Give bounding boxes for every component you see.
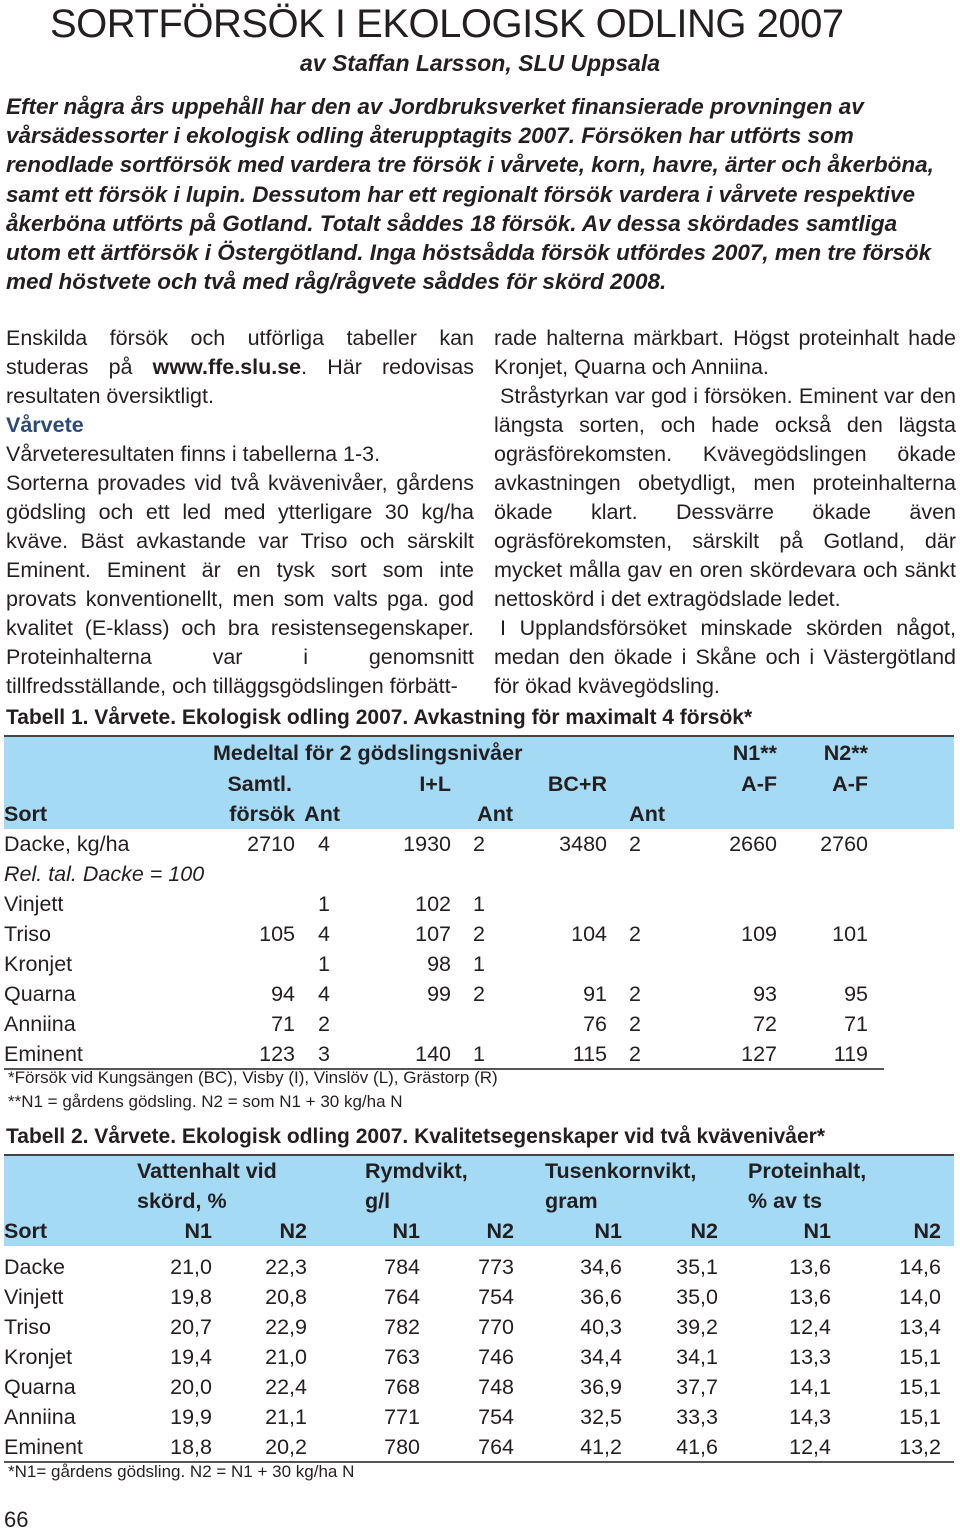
- table-cell: [607, 859, 669, 889]
- table-cell: [295, 859, 358, 889]
- table-cell: [513, 949, 607, 979]
- table-row: [4, 949, 954, 979]
- table-cell: 14,3: [789, 1405, 831, 1429]
- table-cell-sort: Kronjet: [4, 1345, 73, 1369]
- table-cell: 1: [473, 892, 485, 916]
- table-cell: 782: [384, 1315, 420, 1339]
- table-cell: 764: [478, 1435, 514, 1459]
- table-row: [4, 979, 954, 1009]
- table2-group-header: Rymdvikt,: [365, 1159, 468, 1183]
- section-heading: Vårvete: [6, 413, 84, 437]
- table-cell: 99: [427, 982, 451, 1006]
- table-cell: 101: [832, 922, 868, 946]
- website-link[interactable]: www.ffe.slu.se: [152, 355, 302, 379]
- table-cell: 22,4: [265, 1375, 307, 1399]
- table-cell: 109: [741, 922, 777, 946]
- table-cell: [170, 889, 295, 919]
- table1-header-ant: Ant: [629, 802, 665, 826]
- table-cell: 93: [753, 982, 777, 1006]
- table-cell: 4: [318, 922, 330, 946]
- table-cell: 107: [415, 922, 451, 946]
- body-paragraph: Enskilda försök och utförliga tabeller kan studeras på www.ffe.slu.se. Här redovisas resultaten översiktligt.: [6, 326, 474, 408]
- body-paragraph: Stråstyrkan var god i försöken. Eminent var den längsta sorten, och hade också den lägsta ogräsförekomsten. Kvävegödslingen ökade avkastningen obetydligt, men proteinhalterna ökade klart. Dessvärre ökade även ogräsförekomsten, särskilt på Gotland, där mycket målla gav en oren skördevara och sänkt nettoskörd i det extragödslade ledet.: [494, 384, 956, 611]
- table-cell: 2710: [247, 832, 295, 856]
- table-cell-sort: Quarna: [4, 1375, 76, 1399]
- table-cell: 2: [629, 982, 641, 1006]
- table2-header-n2: N2: [279, 1219, 307, 1243]
- table-cell: 13,6: [789, 1285, 831, 1309]
- table-cell: 36,6: [580, 1285, 622, 1309]
- table-cell: 41,2: [580, 1435, 622, 1459]
- table-cell: 20,7: [170, 1315, 212, 1339]
- table-row: [4, 1432, 954, 1462]
- table-cell: 746: [478, 1345, 514, 1369]
- table-cell: 1: [318, 892, 330, 916]
- table-cell: [451, 859, 513, 889]
- table1-header-samtl: Samtl.: [227, 772, 292, 796]
- table-cell: [451, 1009, 513, 1039]
- table-cell: 72: [753, 1012, 777, 1036]
- table-cell: 94: [271, 982, 295, 1006]
- table2-group-header: Tusenkornvikt,: [545, 1159, 697, 1183]
- table-cell: 71: [271, 1012, 295, 1036]
- table-cell: 119: [833, 1042, 868, 1066]
- table-cell: 1: [473, 1042, 485, 1066]
- table2-header-n1: N1: [803, 1219, 831, 1243]
- table1-header-af2: A-F: [832, 772, 868, 796]
- table-cell: 35,0: [676, 1285, 718, 1309]
- table-cell: 21,1: [265, 1405, 307, 1429]
- table2-header-sort: Sort: [4, 1219, 47, 1243]
- table2-caption: Tabell 2. Vårvete. Ekologisk odling 2007. Kvalitetsegenskaper vid två kvävenivåer*: [6, 1125, 825, 1148]
- table-cell: [513, 859, 607, 889]
- table-cell: [669, 949, 777, 979]
- table-cell: 3480: [559, 832, 607, 856]
- table-cell: 13,6: [789, 1255, 831, 1279]
- table-cell: 2760: [820, 832, 868, 856]
- table1-header-il: I+L: [419, 772, 451, 796]
- table-cell: [777, 949, 868, 979]
- table-cell-sort: Eminent: [4, 1042, 83, 1066]
- table-cell: 21,0: [265, 1345, 307, 1369]
- table2-header-n1: N1: [184, 1219, 212, 1243]
- table-cell: 20,0: [170, 1375, 212, 1399]
- table-cell: 104: [571, 922, 607, 946]
- table-cell: 37,7: [676, 1375, 718, 1399]
- table2-header-n2: N2: [690, 1219, 718, 1243]
- table-cell: 20,2: [265, 1435, 307, 1459]
- table-cell: 39,2: [676, 1315, 718, 1339]
- table-cell: [358, 1009, 451, 1039]
- table2: [4, 1156, 954, 1462]
- table1-header-ant: Ant: [304, 802, 340, 826]
- table-cell: [777, 889, 868, 919]
- body-column-left: [6, 324, 474, 701]
- table-cell: 2: [473, 832, 485, 856]
- table2-group-header: gram: [545, 1189, 598, 1213]
- table-cell: 98: [427, 952, 451, 976]
- table-cell-sort: Kronjet: [4, 952, 73, 976]
- table-cell: 21,0: [170, 1255, 212, 1279]
- table-cell-sort: Anniina: [4, 1012, 76, 1036]
- body-column-right: [494, 324, 956, 701]
- intro-paragraph: Efter några års uppehåll har den av Jordbruksverket finansierade provningen av vårsädessorter i ekologisk odling återupptagits 2007. Försöken har utförts som renodlade sortförsök med vardera tre försök i vårvete, korn, havre, ärter och åkerböna, samt ett försök i lupin. Dessutom har ett regionalt försök vardera i vårvete respektive åkerböna utförts på Gotland. Totalt såddes 18 försök. Av dessa skördades samtliga utom ett ärtförsök i Östergötland. Inga höstsådda försök utfördes 2007, men tre försök med höstvete och två med råg/rågvete såddes för skörd 2008.: [6, 94, 934, 295]
- table-cell: 770: [478, 1315, 514, 1339]
- table-cell: 13,4: [899, 1315, 941, 1339]
- table-cell-sort: Dacke, kg/ha: [4, 832, 130, 856]
- table-cell: 36,9: [580, 1375, 622, 1399]
- table-cell-sort: Dacke: [4, 1255, 65, 1279]
- table-row: [4, 859, 954, 889]
- table-cell: 763: [384, 1345, 420, 1369]
- table-cell: 754: [478, 1405, 514, 1429]
- table-cell: 15,1: [899, 1375, 941, 1399]
- article-author: av Staffan Larsson, SLU Uppsala: [299, 50, 660, 76]
- table-cell-sort: Triso: [4, 1315, 51, 1339]
- table2-footnote: *N1= gårdens gödsling. N2 = N1 + 30 kg/ha N: [8, 1462, 355, 1481]
- body-paragraph: I Upplandsförsöket minskade skörden något, medan den ökade i Skåne och i Västergötland för ökad kvävegödsling.: [494, 616, 956, 698]
- table-cell: 2660: [729, 832, 777, 856]
- table1-footnote: *Försök vid Kungsängen (BC), Visby (I), Vinslöv (L), Grästorp (R): [8, 1068, 498, 1087]
- table-cell: [358, 859, 451, 889]
- table-cell: 12,4: [789, 1435, 831, 1459]
- table-cell: 35,1: [676, 1255, 718, 1279]
- table-cell: 105: [259, 922, 295, 946]
- table2-group-header: skörd, %: [137, 1189, 227, 1213]
- table-cell: 40,3: [580, 1315, 622, 1339]
- table-cell: 34,6: [580, 1255, 622, 1279]
- table-row: [4, 829, 954, 859]
- body-paragraph: rade halterna märkbart. Högst proteinhalt hade Kronjet, Quarna och Anniina.: [494, 326, 956, 379]
- table-cell: 41,6: [676, 1435, 718, 1459]
- table-cell: 2: [629, 922, 641, 946]
- table-cell: 748: [478, 1375, 514, 1399]
- table-cell-sort: Rel. tal. Dacke = 100: [4, 862, 205, 886]
- table1: [4, 737, 954, 1069]
- table-cell: 14,6: [899, 1255, 941, 1279]
- table-cell-sort: Vinjett: [4, 1285, 64, 1309]
- table1-header-bcr: BC+R: [547, 772, 607, 796]
- table-cell: 1930: [403, 832, 451, 856]
- page-number: 66: [4, 1507, 29, 1532]
- table-cell: 15,1: [899, 1405, 941, 1429]
- table-cell: 115: [572, 1042, 607, 1066]
- table-cell: 123: [259, 1042, 295, 1066]
- table-row: [4, 1246, 954, 1282]
- table-cell: 71: [844, 1012, 868, 1036]
- table-cell: [170, 949, 295, 979]
- table-cell: 2: [473, 982, 485, 1006]
- table-row: [4, 919, 954, 949]
- table-cell: 784: [384, 1255, 420, 1279]
- table-cell: 76: [583, 1012, 607, 1036]
- table-row: [4, 889, 954, 919]
- table-cell: 34,1: [676, 1345, 718, 1369]
- table-cell: 95: [844, 982, 868, 1006]
- table-cell: 20,8: [265, 1285, 307, 1309]
- table-cell: [607, 949, 669, 979]
- table-cell: 771: [384, 1405, 420, 1429]
- table-cell: 2: [473, 922, 485, 946]
- table2-header-n2: N2: [913, 1219, 941, 1243]
- table2-group-header: % av ts: [748, 1189, 823, 1213]
- table-cell: 91: [583, 982, 607, 1006]
- table-cell: 13,3: [789, 1345, 831, 1369]
- article-title: SORTFÖRSÖK I EKOLOGISK ODLING 2007: [50, 2, 844, 46]
- table-row: [4, 1342, 954, 1372]
- table-cell: 2: [629, 832, 641, 856]
- table-cell: 2: [318, 1012, 330, 1036]
- table-cell: 19,4: [170, 1345, 212, 1369]
- table-cell: 780: [384, 1435, 420, 1459]
- table1-header-forsok: försök: [229, 802, 295, 826]
- table-cell: 18,8: [170, 1435, 212, 1459]
- table-cell: 3: [318, 1042, 330, 1066]
- table-cell: [513, 889, 607, 919]
- table-cell: 773: [478, 1255, 514, 1279]
- table-cell-sort: Eminent: [4, 1435, 83, 1459]
- table-row: [4, 1402, 954, 1432]
- table-cell-sort: Triso: [4, 922, 51, 946]
- table2-header-n2: N2: [486, 1219, 514, 1243]
- table1-header-af1: A-F: [741, 772, 777, 796]
- table-cell: 2: [629, 1012, 641, 1036]
- table-cell: 22,9: [265, 1315, 307, 1339]
- table-cell: [607, 889, 669, 919]
- table1-footnote: **N1 = gårdens gödsling. N2 = som N1 + 30 kg/ha N: [8, 1092, 403, 1111]
- table1-header-n2: N2**: [823, 741, 868, 765]
- table-cell-sort: Quarna: [4, 982, 76, 1006]
- table2-group-header: Proteinhalt,: [748, 1159, 867, 1183]
- table-cell: 19,8: [170, 1285, 212, 1309]
- table-cell: 12,4: [789, 1315, 831, 1339]
- table-cell: 19,9: [170, 1405, 212, 1429]
- table-cell: 4: [318, 832, 330, 856]
- body-paragraph: Vårveteresultaten finns i tabellerna 1-3.: [6, 442, 381, 466]
- table2-header-n1: N1: [594, 1219, 622, 1243]
- table-row: [4, 1039, 954, 1069]
- table2-header-n1: N1: [392, 1219, 420, 1243]
- table2-group-header: g/l: [365, 1189, 391, 1213]
- table1-header-n1: N1**: [732, 741, 777, 765]
- body-paragraph: Sorterna provades vid två kvävenivåer, gårdens gödsling och ett led med ytterligare 30 kg/ha kväve. Bäst avkastande var Triso och särskilt Eminent. Eminent är en tysk sort som inte provats konventionellt, men som valts pga. god kvalitet (E-klass) och bra resistensegenskaper. Proteinhalterna var i genomsnitt tillfredsställande, och tilläggsgödslingen förbätt-: [6, 471, 474, 698]
- table-cell: 1: [473, 952, 485, 976]
- table-row: [4, 1009, 954, 1039]
- table-cell: 34,4: [580, 1345, 622, 1369]
- table-cell: 764: [384, 1285, 420, 1309]
- table-row: [4, 1282, 954, 1312]
- table-cell: [777, 859, 868, 889]
- table-cell: 127: [741, 1042, 777, 1066]
- table1-group-header: Medeltal för 2 gödslingsnivåer: [213, 741, 523, 765]
- table-cell-sort: Vinjett: [4, 892, 64, 916]
- table-cell: 2: [629, 1042, 641, 1066]
- table-cell: 33,3: [676, 1405, 718, 1429]
- table-cell: [669, 889, 777, 919]
- table-cell: 102: [415, 892, 451, 916]
- table-cell: 15,1: [899, 1345, 941, 1369]
- table1-header-ant: Ant: [477, 802, 513, 826]
- table-cell: 14,1: [789, 1375, 831, 1399]
- table-cell: 14,0: [899, 1285, 941, 1309]
- table-cell: 4: [318, 982, 330, 1006]
- table-cell: [669, 859, 777, 889]
- table-row: [4, 1312, 954, 1342]
- table-cell: 768: [384, 1375, 420, 1399]
- table-cell: 13,2: [899, 1435, 941, 1459]
- table-cell: 140: [415, 1042, 451, 1066]
- table-cell: 22,3: [265, 1255, 307, 1279]
- table-cell: 1: [318, 952, 330, 976]
- table2-group-header: Vattenhalt vid: [137, 1159, 277, 1183]
- table-cell-sort: Anniina: [4, 1405, 76, 1429]
- table-cell: 754: [478, 1285, 514, 1309]
- table-cell: 32,5: [580, 1405, 622, 1429]
- table-row: [4, 1372, 954, 1402]
- table1-caption: Tabell 1. Vårvete. Ekologisk odling 2007. Avkastning för maximalt 4 försök*: [6, 706, 753, 729]
- table1-header-sort: Sort: [4, 802, 47, 826]
